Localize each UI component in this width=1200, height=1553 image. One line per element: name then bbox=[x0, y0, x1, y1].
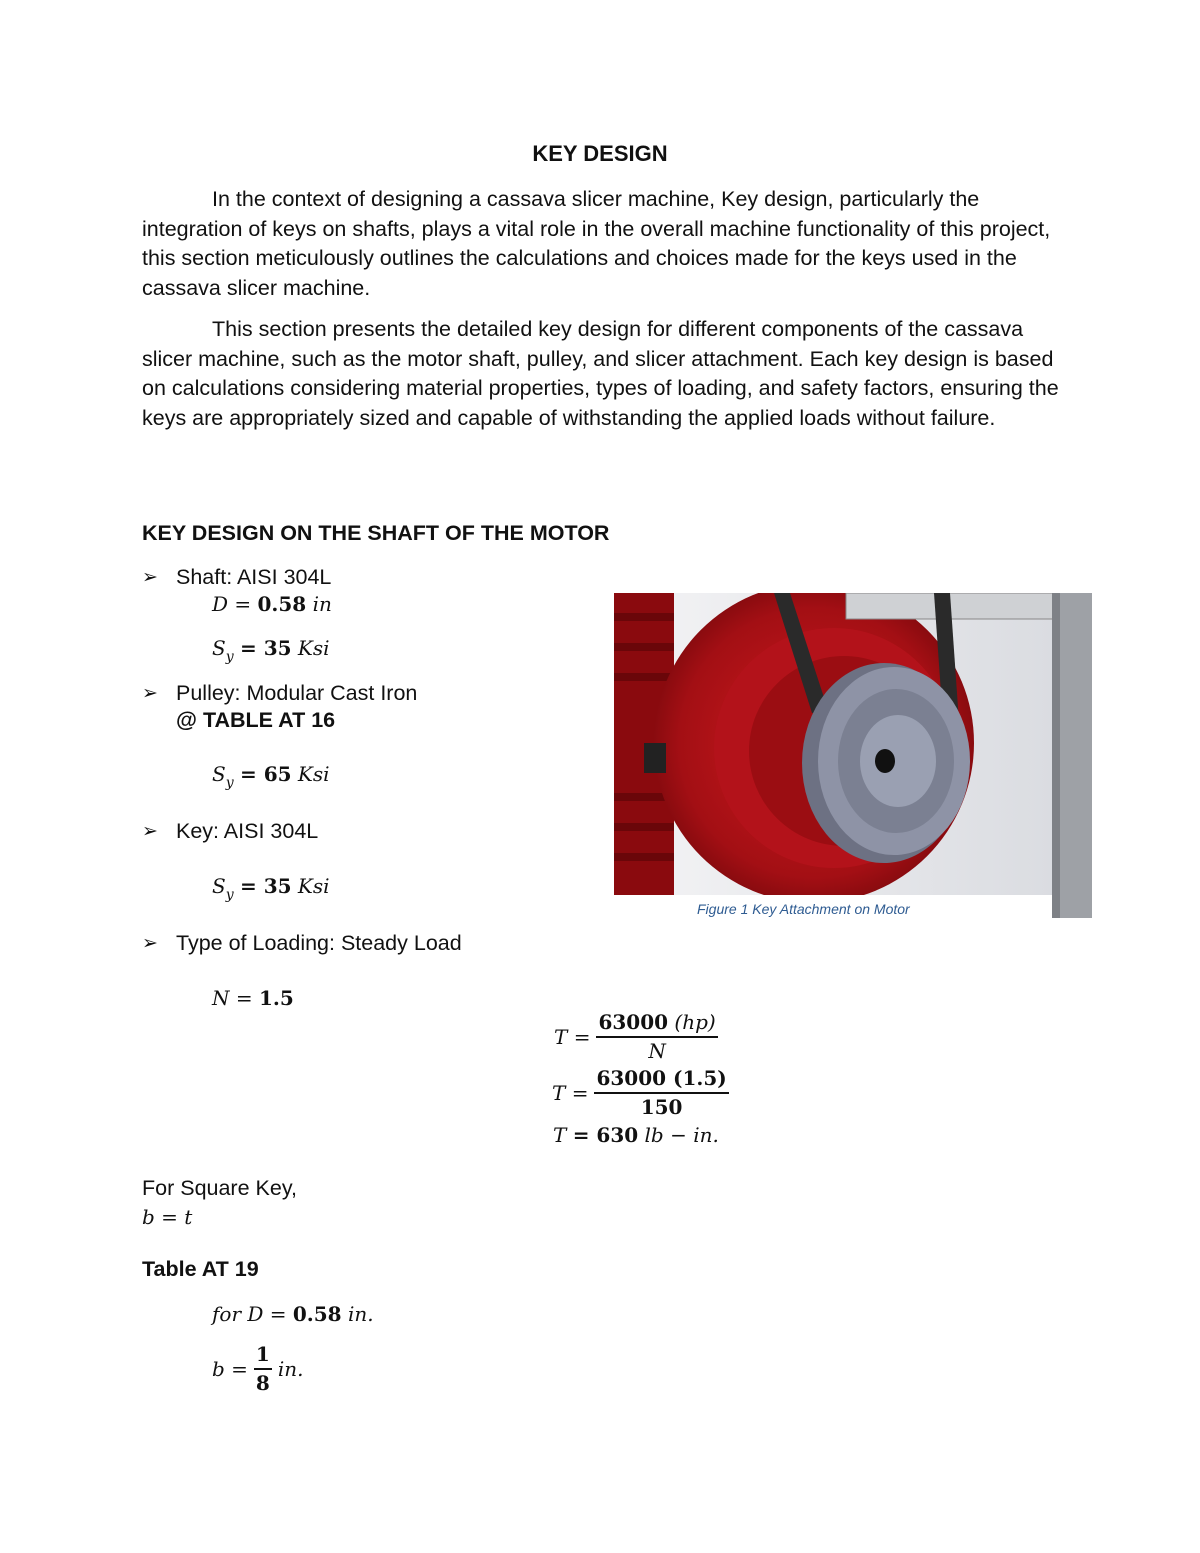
arrow-bullet-icon: ➢ bbox=[142, 683, 158, 704]
eq-torque-substituted: T = $\frac{63000 (1.5)}{150}$ bbox=[552, 1066, 727, 1119]
bullet-key-text: Key: AISI 304L bbox=[176, 819, 319, 843]
arrow-bullet-icon: ➢ bbox=[142, 821, 158, 842]
eq-for-d: for D = 0.58 in. bbox=[212, 1302, 374, 1326]
intro-text-2: This section presents the detailed key design for different components of the cassava slicer machine, such as the motor shaft, pulley, and slicer attachment. Each key design is based on calculations considering material properties, types of loading, and safety factors, ensuring the keys are appropriately sized and capable of withstanding the applied loads without failure. bbox=[142, 317, 1059, 430]
bullet-loading-text: Type of Loading: Steady Load bbox=[176, 931, 462, 955]
eq-torque-result: T = 630 lb − in. bbox=[553, 1123, 719, 1147]
bullet-shaft bbox=[142, 565, 331, 590]
eq-key-width: b = $\frac{1}{8}$ in. bbox=[212, 1342, 304, 1395]
eq-torque-formula: T = $\frac{63000 (hp)}{N}$ bbox=[554, 1010, 716, 1063]
eq-safety-factor: N = 1.5 bbox=[212, 986, 294, 1010]
section-heading: KEY DESIGN ON THE SHAFT OF THE MOTOR bbox=[142, 521, 610, 545]
eq-shaft-yield: $S_y = 35$ Ksi bbox=[212, 636, 330, 665]
pulley-table-ref: @ TABLE AT 16 bbox=[176, 708, 336, 732]
bullet-pulley bbox=[142, 681, 417, 706]
motor-pulley-illustration bbox=[614, 593, 1092, 918]
table-at19-heading: Table AT 19 bbox=[142, 1257, 259, 1281]
figure-key-attachment bbox=[614, 593, 1092, 918]
eq-shaft-diameter: D = 0.58 in bbox=[212, 592, 332, 616]
intro-text-1: In the context of designing a cassava slicer machine, Key design, particularly the integration of keys on shafts, plays a vital role in the overall machine functionality of this project, this section meticulously outlines the calculations and choices made for the keys used in the cassava slicer machine. bbox=[142, 187, 1051, 300]
arrow-bullet-icon: ➢ bbox=[142, 567, 158, 588]
eq-key-yield: $S_y = 35$ Ksi bbox=[212, 874, 330, 903]
page-title: KEY DESIGN bbox=[532, 141, 668, 166]
bullet-loading bbox=[142, 931, 462, 956]
intro-paragraph-1 bbox=[142, 185, 1062, 303]
bullet-shaft-text: Shaft: AISI 304L bbox=[176, 565, 332, 589]
square-key-label: For Square Key, bbox=[142, 1176, 297, 1200]
bullet-key bbox=[142, 819, 318, 844]
eq-pulley-yield: $S_y = 65$ Ksi bbox=[212, 762, 330, 791]
eq-square-key: b = t bbox=[142, 1205, 193, 1229]
figure-caption: Figure 1 Key Attachment on Motor bbox=[697, 901, 910, 917]
arrow-bullet-icon: ➢ bbox=[142, 933, 158, 954]
bullet-pulley-text: Pulley: Modular Cast Iron bbox=[176, 681, 418, 705]
intro-paragraph-2 bbox=[142, 315, 1062, 433]
